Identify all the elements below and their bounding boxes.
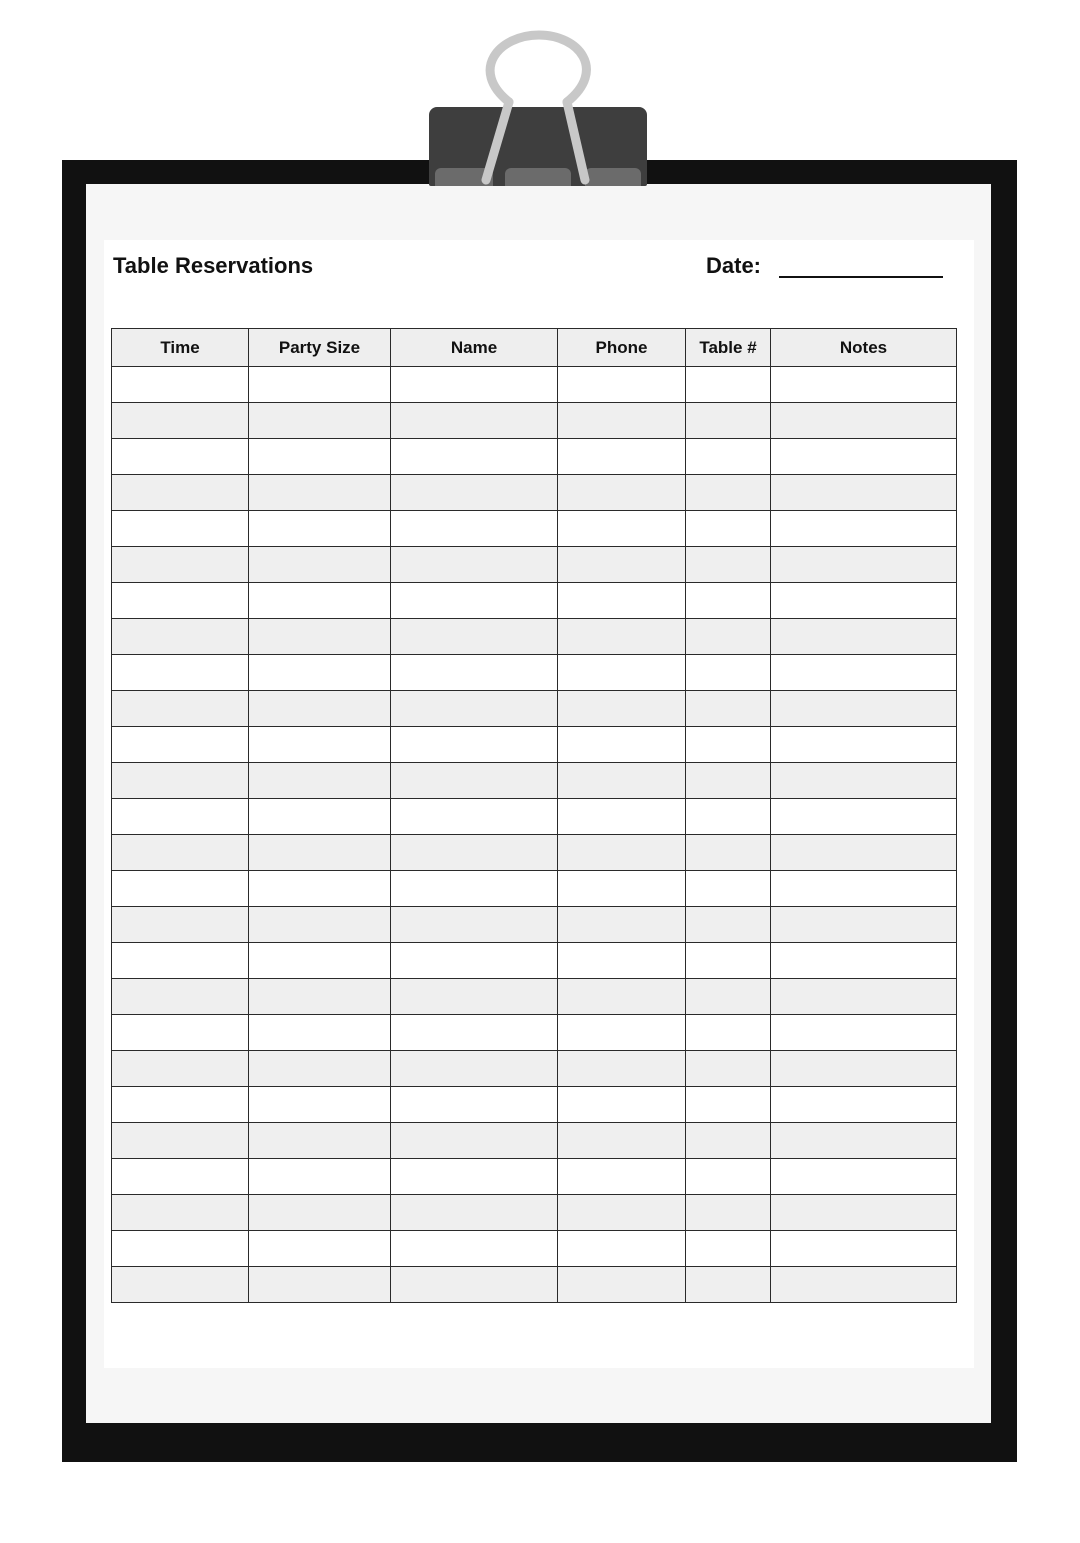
table-cell[interactable] [771, 943, 957, 979]
table-cell[interactable] [686, 619, 771, 655]
table-cell[interactable] [771, 907, 957, 943]
table-cell[interactable] [558, 943, 686, 979]
table-cell[interactable] [391, 547, 558, 583]
table-cell[interactable] [391, 727, 558, 763]
table-cell[interactable] [249, 1015, 391, 1051]
table-cell[interactable] [558, 1123, 686, 1159]
table-cell[interactable] [771, 367, 957, 403]
table-cell[interactable] [112, 907, 249, 943]
table-cell[interactable] [558, 799, 686, 835]
table-cell[interactable] [249, 1267, 391, 1303]
table-cell[interactable] [249, 727, 391, 763]
table-cell[interactable] [112, 1267, 249, 1303]
table-cell[interactable] [686, 1231, 771, 1267]
table-cell[interactable] [249, 655, 391, 691]
column-header-phone: Phone [558, 329, 686, 367]
table-cell[interactable] [686, 727, 771, 763]
reservations-table [111, 328, 957, 1303]
table-row [112, 547, 957, 583]
table-cell[interactable] [686, 799, 771, 835]
table-cell[interactable] [686, 907, 771, 943]
table-cell[interactable] [686, 439, 771, 475]
table-row [112, 655, 957, 691]
table-cell[interactable] [391, 943, 558, 979]
table-row [112, 1267, 957, 1303]
table-row [112, 619, 957, 655]
column-header-notes: Notes [771, 329, 957, 367]
table-cell[interactable] [558, 619, 686, 655]
table-cell[interactable] [112, 1087, 249, 1123]
table-cell[interactable] [391, 691, 558, 727]
table-row [112, 763, 957, 799]
table-cell[interactable] [558, 1087, 686, 1123]
table-cell[interactable] [391, 1123, 558, 1159]
table-cell[interactable] [249, 583, 391, 619]
table-cell[interactable] [686, 1015, 771, 1051]
table-cell[interactable] [558, 727, 686, 763]
table-cell[interactable] [112, 511, 249, 547]
table-cell[interactable] [558, 1051, 686, 1087]
table-cell[interactable] [249, 691, 391, 727]
table-cell[interactable] [112, 799, 249, 835]
table-cell[interactable] [771, 1015, 957, 1051]
table-cell[interactable] [558, 367, 686, 403]
table-cell[interactable] [249, 1231, 391, 1267]
table-cell[interactable] [686, 763, 771, 799]
table-cell[interactable] [771, 1267, 957, 1303]
table-cell[interactable] [771, 1087, 957, 1123]
table-cell[interactable] [249, 439, 391, 475]
table-cell[interactable] [558, 871, 686, 907]
table-cell[interactable] [112, 691, 249, 727]
table-cell[interactable] [112, 367, 249, 403]
table-cell[interactable] [249, 943, 391, 979]
table-row [112, 979, 957, 1015]
table-cell[interactable] [249, 1195, 391, 1231]
table-cell[interactable] [771, 1051, 957, 1087]
table-cell[interactable] [112, 655, 249, 691]
table-cell[interactable] [249, 979, 391, 1015]
table-cell[interactable] [391, 763, 558, 799]
table-cell[interactable] [391, 1087, 558, 1123]
table-cell[interactable] [686, 655, 771, 691]
table-cell[interactable] [686, 547, 771, 583]
table-cell[interactable] [771, 475, 957, 511]
table-cell[interactable] [686, 403, 771, 439]
table-cell[interactable] [391, 979, 558, 1015]
table-cell[interactable] [391, 511, 558, 547]
table-cell[interactable] [249, 871, 391, 907]
table-cell[interactable] [771, 835, 957, 871]
table-cell[interactable] [391, 583, 558, 619]
table-row [112, 1087, 957, 1123]
table-cell[interactable] [686, 475, 771, 511]
table-cell[interactable] [771, 799, 957, 835]
table-cell[interactable] [391, 619, 558, 655]
column-header-time: Time [112, 329, 249, 367]
table-cell[interactable] [391, 367, 558, 403]
table-cell[interactable] [249, 511, 391, 547]
table-cell[interactable] [558, 403, 686, 439]
table-row [112, 1123, 957, 1159]
table-row [112, 907, 957, 943]
table-cell[interactable] [391, 835, 558, 871]
table-cell[interactable] [686, 583, 771, 619]
table-cell[interactable] [391, 403, 558, 439]
column-header-name: Name [391, 329, 558, 367]
table-cell[interactable] [771, 655, 957, 691]
table-cell[interactable] [558, 763, 686, 799]
table-cell[interactable] [686, 979, 771, 1015]
table-cell[interactable] [558, 835, 686, 871]
table-cell[interactable] [558, 1267, 686, 1303]
table-body [112, 367, 957, 1303]
table-cell[interactable] [771, 511, 957, 547]
table-cell[interactable] [112, 1051, 249, 1087]
table-row [112, 727, 957, 763]
table-cell[interactable] [391, 1015, 558, 1051]
table-cell[interactable] [249, 835, 391, 871]
table-cell[interactable] [391, 1267, 558, 1303]
table-cell[interactable] [771, 1195, 957, 1231]
table-cell[interactable] [112, 1123, 249, 1159]
table-cell[interactable] [771, 871, 957, 907]
table-cell[interactable] [112, 871, 249, 907]
table-cell[interactable] [771, 1231, 957, 1267]
table-cell[interactable] [112, 1159, 249, 1195]
table-cell[interactable] [558, 583, 686, 619]
table-cell[interactable] [249, 799, 391, 835]
table-cell[interactable] [391, 439, 558, 475]
binder-clip-wire [429, 30, 647, 186]
table-row [112, 475, 957, 511]
table-row [112, 583, 957, 619]
date-field[interactable] [779, 276, 943, 278]
table-cell[interactable] [558, 547, 686, 583]
table-cell[interactable] [112, 1195, 249, 1231]
table-cell[interactable] [558, 655, 686, 691]
table-cell[interactable] [771, 727, 957, 763]
table-cell[interactable] [558, 691, 686, 727]
table-cell[interactable] [112, 619, 249, 655]
table-cell[interactable] [558, 439, 686, 475]
table-cell[interactable] [771, 619, 957, 655]
table-cell[interactable] [558, 1159, 686, 1195]
table-cell[interactable] [686, 1087, 771, 1123]
table-cell[interactable] [391, 1231, 558, 1267]
table-cell[interactable] [686, 691, 771, 727]
table-cell[interactable] [112, 439, 249, 475]
table-cell[interactable] [686, 1051, 771, 1087]
table-row [112, 871, 957, 907]
table-row [112, 1231, 957, 1267]
table-row [112, 439, 957, 475]
table-cell[interactable] [112, 835, 249, 871]
table-cell[interactable] [249, 1159, 391, 1195]
table-cell[interactable] [391, 1159, 558, 1195]
table-cell[interactable] [112, 547, 249, 583]
table-cell[interactable] [112, 1015, 249, 1051]
table-row [112, 691, 957, 727]
table-cell[interactable] [112, 727, 249, 763]
table-cell[interactable] [249, 619, 391, 655]
date-label: Date: [706, 253, 762, 278]
table-cell[interactable] [391, 871, 558, 907]
table-row [112, 1159, 957, 1195]
column-header-table-number: Table # [686, 329, 771, 367]
table-cell[interactable] [771, 439, 957, 475]
table-cell[interactable] [558, 1231, 686, 1267]
table-header-row [112, 329, 957, 367]
table-row [112, 1015, 957, 1051]
table-cell[interactable] [112, 979, 249, 1015]
table-cell[interactable] [249, 403, 391, 439]
table-cell[interactable] [686, 943, 771, 979]
table-cell[interactable] [686, 511, 771, 547]
table-row [112, 1195, 957, 1231]
table-row [112, 835, 957, 871]
table-row [112, 403, 957, 439]
table-cell[interactable] [686, 835, 771, 871]
table-cell[interactable] [771, 979, 957, 1015]
table-row [112, 799, 957, 835]
table-cell[interactable] [771, 583, 957, 619]
table-cell[interactable] [112, 583, 249, 619]
table-cell[interactable] [249, 763, 391, 799]
column-header-party-size: Party Size [249, 329, 391, 367]
table-cell[interactable] [686, 1159, 771, 1195]
table-cell[interactable] [112, 403, 249, 439]
table-cell[interactable] [391, 655, 558, 691]
table-cell[interactable] [249, 1087, 391, 1123]
table-cell[interactable] [771, 547, 957, 583]
table-cell[interactable] [686, 871, 771, 907]
table-cell[interactable] [558, 1015, 686, 1051]
table-cell[interactable] [112, 943, 249, 979]
table-cell[interactable] [249, 1123, 391, 1159]
form-title: Table Reservations [113, 253, 314, 278]
table-cell[interactable] [558, 1195, 686, 1231]
table-cell[interactable] [112, 475, 249, 511]
table-cell[interactable] [771, 763, 957, 799]
table-cell[interactable] [249, 475, 391, 511]
table-cell[interactable] [249, 367, 391, 403]
table-row [112, 943, 957, 979]
table-row [112, 367, 957, 403]
table-cell[interactable] [558, 475, 686, 511]
table-cell[interactable] [686, 1267, 771, 1303]
binder-clip-icon [429, 30, 647, 186]
table-cell[interactable] [558, 979, 686, 1015]
table-cell[interactable] [686, 1123, 771, 1159]
table-cell[interactable] [686, 1195, 771, 1231]
table-row [112, 1051, 957, 1087]
table-cell[interactable] [771, 1123, 957, 1159]
table-cell[interactable] [771, 1159, 957, 1195]
table-cell[interactable] [249, 547, 391, 583]
table-cell[interactable] [391, 1051, 558, 1087]
table-cell[interactable] [112, 1231, 249, 1267]
table-cell[interactable] [558, 511, 686, 547]
table-cell[interactable] [391, 907, 558, 943]
table-cell[interactable] [112, 763, 249, 799]
table-cell[interactable] [391, 475, 558, 511]
table-cell[interactable] [249, 907, 391, 943]
table-cell[interactable] [771, 403, 957, 439]
table-cell[interactable] [249, 1051, 391, 1087]
table-cell[interactable] [558, 907, 686, 943]
table-row [112, 511, 957, 547]
table-cell[interactable] [771, 691, 957, 727]
table-cell[interactable] [391, 799, 558, 835]
table-cell[interactable] [391, 1195, 558, 1231]
table-cell[interactable] [686, 367, 771, 403]
